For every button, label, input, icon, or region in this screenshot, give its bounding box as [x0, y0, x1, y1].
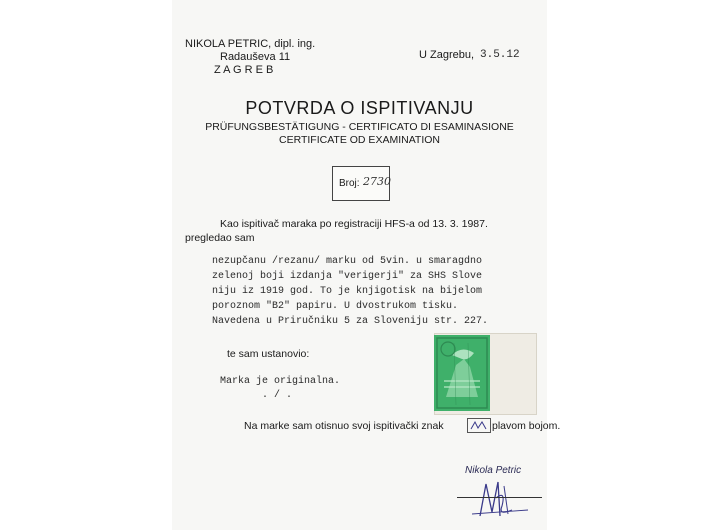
number-box — [332, 166, 390, 201]
certificate-subtitle-1: PRÜFUNGSBESTÄTIGUNG - CERTIFICATO DI ESAMINASIONE — [205, 121, 514, 133]
finding-end-mark: . / . — [262, 390, 293, 401]
certificate-date: 3.5.12 — [480, 49, 520, 61]
place-label: U Zagrebu, — [419, 49, 475, 61]
stamp-note-after: plavom bojom. — [492, 420, 561, 432]
stamp-note-before: Na marke sam otisnuo svoj ispitivački znak — [244, 420, 444, 432]
description-line: poroznom "B2" papiru. U dvostrukom tisku. — [212, 301, 459, 312]
examiner-name: NIKOLA PETRIC, dipl. ing. — [185, 38, 316, 50]
stamp-image — [434, 335, 490, 411]
examiner-street: Radauševa 11 — [220, 51, 291, 63]
signature-name: Nikola Petric — [465, 465, 522, 476]
intro-line-1: Kao ispitivač maraka po registraciji HFS-a od 13. 3. 1987. — [220, 218, 488, 230]
finding-label: te sam ustanovio: — [227, 348, 310, 360]
examiner-mark-icon — [468, 419, 490, 432]
examiner-mark-box — [467, 418, 491, 433]
number-label: Broj: — [339, 178, 360, 189]
handwritten-signature — [472, 476, 532, 520]
certificate-title: POTVRDA O ISPITIVANJU — [245, 98, 474, 118]
certificate-number: 2730 — [363, 175, 391, 188]
finding-text: Marka je originalna. — [220, 376, 341, 387]
description-line: nezupčanu /rezanu/ marku od 5vin. u smaragdno — [212, 256, 483, 267]
certificate-page — [172, 0, 561, 530]
signature-line — [457, 497, 542, 498]
intro-line-2: pregledao sam — [185, 232, 255, 244]
certificate-subtitle-2: CERTIFICATE OD EXAMINATION — [278, 134, 440, 146]
description-line: Navedena u Priručniku 5 za Sloveniju str. 227. — [212, 316, 489, 327]
description-line: niju iz 1919 god. To je knjigotisk na bijelom — [212, 286, 483, 297]
examiner-city: Z A G R E B — [214, 64, 274, 76]
description-line: zelenoj boji izdanja "verigerji" za SHS Slove — [212, 271, 483, 282]
